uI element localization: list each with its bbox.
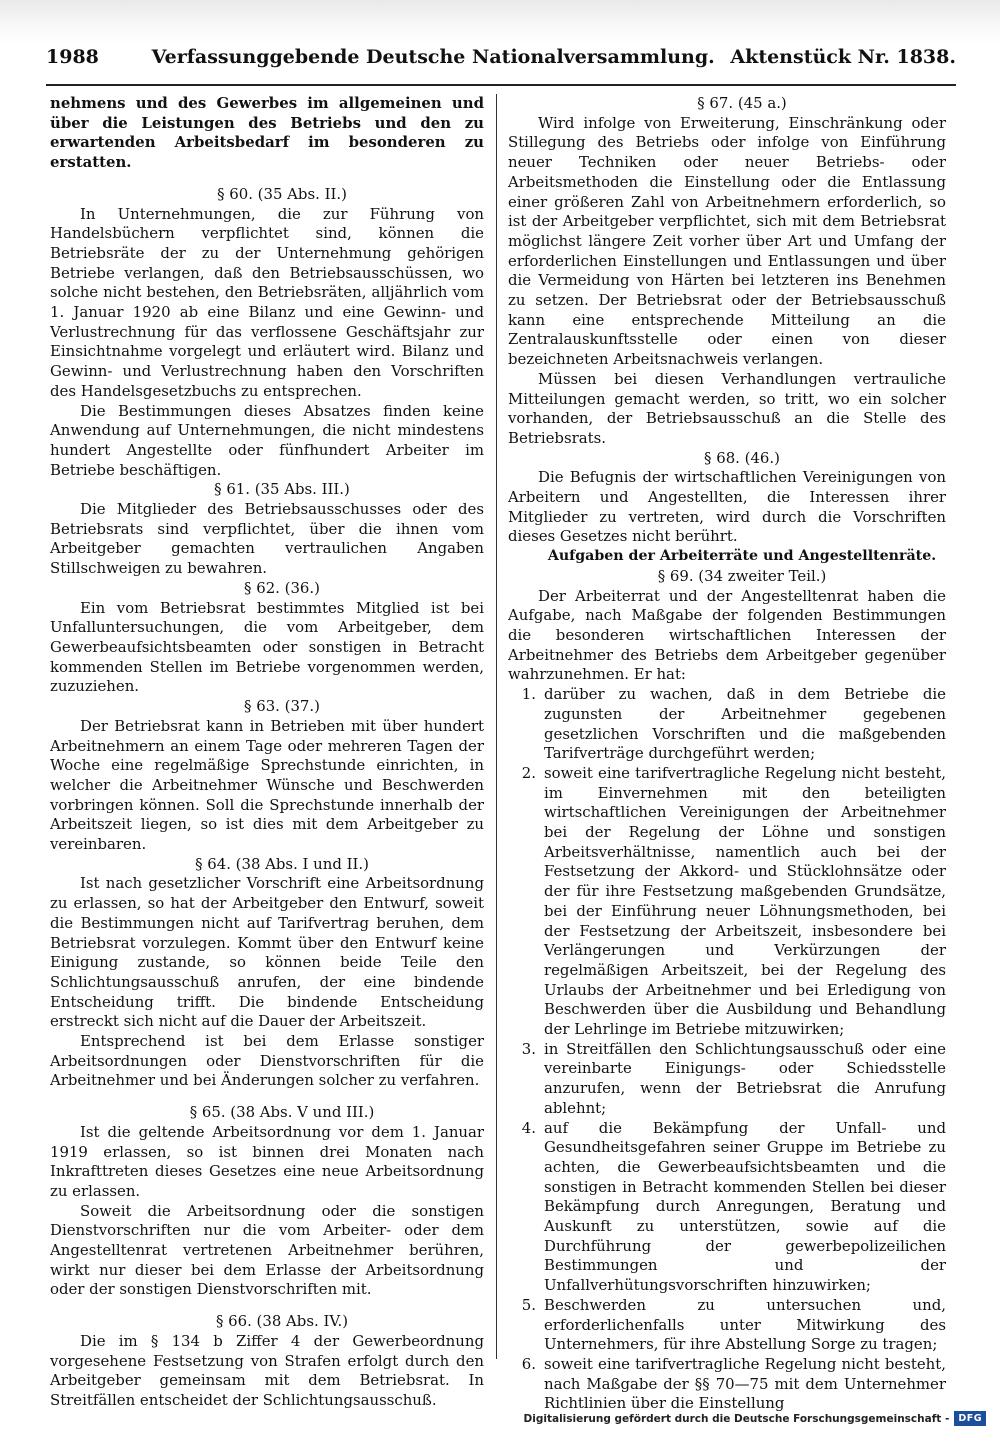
list-item bbox=[508, 685, 946, 764]
section-heading-60: § 60. (35 Abs. II.) bbox=[217, 184, 347, 203]
digitization-footer bbox=[524, 1411, 986, 1426]
list-item-number: 1. bbox=[521, 685, 536, 704]
page-number: 1988 bbox=[46, 46, 99, 68]
section-65-paragraph-2: Soweit die Arbeitsordnung oder die sonstigen Dienstvorschriften nur die vom Arbeiter- oder dem Angestelltenrat vertretenen Arbeitnehmer berühren, wirkt nur dieser bei dem Erlasse der Arbeitsordnung oder der sonstigen Dienstvorschriften mit. bbox=[50, 1201, 484, 1299]
list-item-number: 2. bbox=[521, 763, 536, 782]
numbered-list bbox=[508, 685, 946, 1414]
list-item-text: Beschwerden zu untersuchen und, erforderlichenfalls unter Mitwirkung des Unternehmers, für ihre Abstellung Sorge zu tragen; bbox=[544, 1295, 946, 1354]
section-heading-62: § 62. (36.) bbox=[244, 578, 320, 597]
running-title: Verfassunggebende Deutsche Nationalversammlung. bbox=[151, 46, 715, 68]
section-heading-68: § 68. (46.) bbox=[704, 448, 780, 467]
section-69-intro: Der Arbeiterrat und der Angestelltenrat haben die Aufgabe, nach Maßgabe der folgenden Bestimmungen die besonderen wirtschaftlichen Interessen der Arbeitnehmer des Betriebs dem Arbeitgeber gegenüber wahrzunehmen. Er hat: bbox=[508, 586, 946, 684]
chapter-subtitle: Aufgaben der Arbeiterräte und Angestelltenräte. bbox=[547, 548, 937, 565]
section-60-paragraph-1: In Unternehmungen, die zur Führung von Handelsbüchern verpflichtet sind, können die Betriebsräte der zu der Unternehmung gehörigen Betriebe verlangen, daß den Betriebsausschüssen, wo solche nicht bestehen, den Betriebsräten, alljährlich vom 1. Januar 1920 ab eine Bilanz und eine Gewinn- und Verlustrechnung für das verflossene Geschäftsjahr zur Einsichtnahme vorgelegt und erläutert wird. Bilanz und Gewinn- und Verlustrechnung haben den Vorschriften des Handelsgesetzbuchs zu entsprechen. bbox=[50, 204, 484, 400]
list-item-text: darüber zu wachen, daß in dem Betriebe die zugunsten der Arbeitnehmer gegebenen gesetzlichen Vorschriften und die maßgebenden Tarifverträge durchgeführt werden; bbox=[544, 685, 946, 763]
section-67-paragraph-1: Wird infolge von Erweiterung, Einschränkung oder Stillegung des Betriebs oder infolge von Einführung neuer Techniken oder neuer Betriebs- oder Arbeitsmethoden die Einstellung oder die Entlassung einer größeren Zahl von Arbeitnehmern erforderlich, so ist der Arbeitgeber verpflichtet, sich mit dem Betriebsrat möglichst längere Zeit vorher über Art und Umfang der erforderlichen Einstellungen und Entlassungen und über die Vermeidung von Härten bei letzteren ins Benehmen zu setzen. Der Betriebsrat oder der Betriebsausschuß kann eine entsprechende Mitteilung an die Zentralauskunftsstelle oder einen von dieser bezeichneten Arbeitsnachweis verlangen. bbox=[508, 113, 946, 369]
section-67-paragraph-2: Müssen bei diesen Verhandlungen vertrauliche Mitteilungen gemacht werden, so tritt, wo ein solcher vorhanden, der Betriebsausschuß an die Stelle des Betriebsrats. bbox=[508, 369, 946, 447]
section-heading-65: § 65. (38 Abs. V und III.) bbox=[189, 1103, 375, 1122]
left-column bbox=[50, 94, 484, 1411]
section-heading-67: § 67. (45 a.) bbox=[697, 94, 787, 112]
page-header bbox=[46, 46, 956, 76]
list-item-text: soweit eine tarifvertragliche Regelung nicht besteht, nach Maßgabe der §§ 70—75 mit dem Unternehmer Richtlinien über die Einstellung bbox=[544, 1355, 946, 1413]
list-item-number: 6. bbox=[521, 1355, 536, 1373]
funding-note: Digitalisierung gefördert durch die Deutsche Forschungsgemeinschaft - bbox=[523, 1412, 950, 1425]
continuation-paragraph: nehmens und des Gewerbes im allgemeinen und über die Leistungen des Betriebs und den zu erwartenden Arbeitsbedarf im besonderen zu erstatten. bbox=[50, 94, 484, 172]
list-item bbox=[508, 1119, 946, 1296]
scan-edge-band bbox=[0, 0, 1000, 44]
section-heading-69: § 69. (34 zweiter Teil.) bbox=[657, 566, 827, 585]
right-column bbox=[508, 94, 946, 1414]
section-heading-61: § 61. (35 Abs. III.) bbox=[214, 480, 350, 499]
section-heading-63: § 63. (37.) bbox=[244, 697, 320, 716]
section-68-paragraph-1: Die Befugnis der wirtschaftlichen Vereinigungen von Arbeitern und Angestellten, die Interessen ihrer Mitglieder zu vertreten, wird durch die Vorschriften dieses Gesetzes nicht berührt. bbox=[508, 468, 946, 546]
section-66-paragraph-1: Die im § 134 b Ziffer 4 der Gewerbeordnung vorgesehene Festsetzung von Strafen erfolgt durch den Arbeitgeber gemeinsam mit dem Betriebsrat. In Streitfällen entscheidet der Schlichtungsausschuß. bbox=[50, 1331, 484, 1409]
list-item bbox=[508, 1296, 946, 1355]
section-63-paragraph-1: Der Betriebsrat kann in Betrieben mit über hundert Arbeitnehmern an einem Tage oder mehreren Tagen der Woche eine regelmäßige Sprechstunde einrichten, in welcher die Arbeitnehmer Wünsche und Beschwerden vorbringen können. Soll die Sprechstunde innerhalb der Arbeitszeit liegen, so ist dies mit dem Arbeitgeber zu vereinbaren. bbox=[50, 716, 484, 854]
list-item-text: in Streitfällen den Schlichtungsausschuß oder eine vereinbarte Einigungs- oder Schiedsstelle anzurufen, wenn der Betriebsrat die Anrufung ablehnt; bbox=[544, 1039, 946, 1117]
list-item bbox=[508, 1355, 946, 1414]
list-item-number: 5. bbox=[521, 1295, 536, 1314]
section-60-paragraph-2: Die Bestimmungen dieses Absatzes finden keine Anwendung auf Unternehmungen, die nicht mindestens hundert Angestellte oder fünfhundert Arbeiter im Betriebe beschäftigen. bbox=[50, 401, 484, 479]
list-item-number: 4. bbox=[521, 1118, 536, 1137]
document-number: Aktenstück Nr. 1838. bbox=[730, 46, 956, 68]
header-rule bbox=[46, 84, 956, 86]
section-65-paragraph-1: Ist die geltende Arbeitsordnung vor dem 1. Januar 1919 erlassen, so ist binnen drei Monaten nach Inkrafttreten dieses Gesetzes eine neue Arbeitsordnung zu erlassen. bbox=[50, 1122, 484, 1200]
section-64-paragraph-1: Ist nach gesetzlicher Vorschrift eine Arbeitsordnung zu erlassen, so hat der Arbeitgeber den Entwurf, soweit die Bestimmungen nicht auf Tarifvertrag beruhen, dem Betriebsrat vorzulegen. Kommt über den Entwurf keine Einigung zustande, so können beide Teile den Schlichtungsausschuß anrufen, der eine bindende Entscheidung trifft. Die bindende Entscheidung erstreckt sich nicht auf die Dauer der Arbeitszeit. bbox=[50, 874, 484, 1031]
section-heading-66: § 66. (38 Abs. IV.) bbox=[215, 1312, 349, 1331]
list-item-number: 3. bbox=[521, 1039, 536, 1058]
column-divider bbox=[496, 94, 497, 1359]
dfg-logo-icon: DFG bbox=[954, 1411, 986, 1426]
section-62-paragraph-1: Ein vom Betriebsrat bestimmtes Mitglied ist bei Unfalluntersuchungen, die vom Arbeitgeber, dem Gewerbeaufsichtsbeamten oder sonstigen in Betracht kommenden Stellen im Betriebe vorgenommen werden, zuzuziehen. bbox=[50, 598, 484, 696]
list-item bbox=[508, 764, 946, 1040]
section-heading-64: § 64. (38 Abs. I und II.) bbox=[195, 854, 369, 873]
section-64-paragraph-2: Entsprechend ist bei dem Erlasse sonstiger Arbeitsordnungen oder Dienstvorschriften für die Arbeitnehmer und bei Änderungen solcher zu verfahren. bbox=[50, 1032, 484, 1090]
list-item-text: auf die Bekämpfung der Unfall- und Gesundheitsgefahren seiner Gruppe im Betriebe zu achten, die Gewerbeaufsichtsbeamten und die sonstigen in Betracht kommenden Stellen bei dieser Bekämpfung durch Anregungen, Beratung und Auskunft zu unterstützen, sowie auf die Durchführung der gewerbepolizeilichen Bestimmungen und der Unfallverhütungsvorschriften hinzuwirken; bbox=[544, 1118, 946, 1295]
list-item bbox=[508, 1040, 946, 1119]
section-61-paragraph-1: Die Mitglieder des Betriebsausschusses oder des Betriebsrats sind verpflichtet, über die ihnen vom Arbeitgeber gemachten vertraulichen Angaben Stillschweigen zu bewahren. bbox=[50, 500, 484, 578]
list-item-text: soweit eine tarifvertragliche Regelung nicht besteht, im Einvernehmen mit den beteiligten wirtschaftlichen Vereinigungen der Arbeitnehmer bei der Regelung der Löhne und sonstigen Arbeitsverhältnisse, namentlich auch bei der Festsetzung der Akkord- und Stücklohnsätze oder der für ihre Festsetzung maßgebenden Grundsätze, bei der Einführung neuer Löhnungsmethoden, bei der Festsetzung der Arbeitszeit, insbesondere bei Verlängerungen und Verkürzungen der regelmäßigen Arbeitszeit, bei der Regelung des Urlaubs der Arbeitnehmer und bei Erledigung von Beschwerden über die Ausbildung und Behandlung der Lehrlinge im Betriebe mitzuwirken; bbox=[544, 763, 946, 1039]
